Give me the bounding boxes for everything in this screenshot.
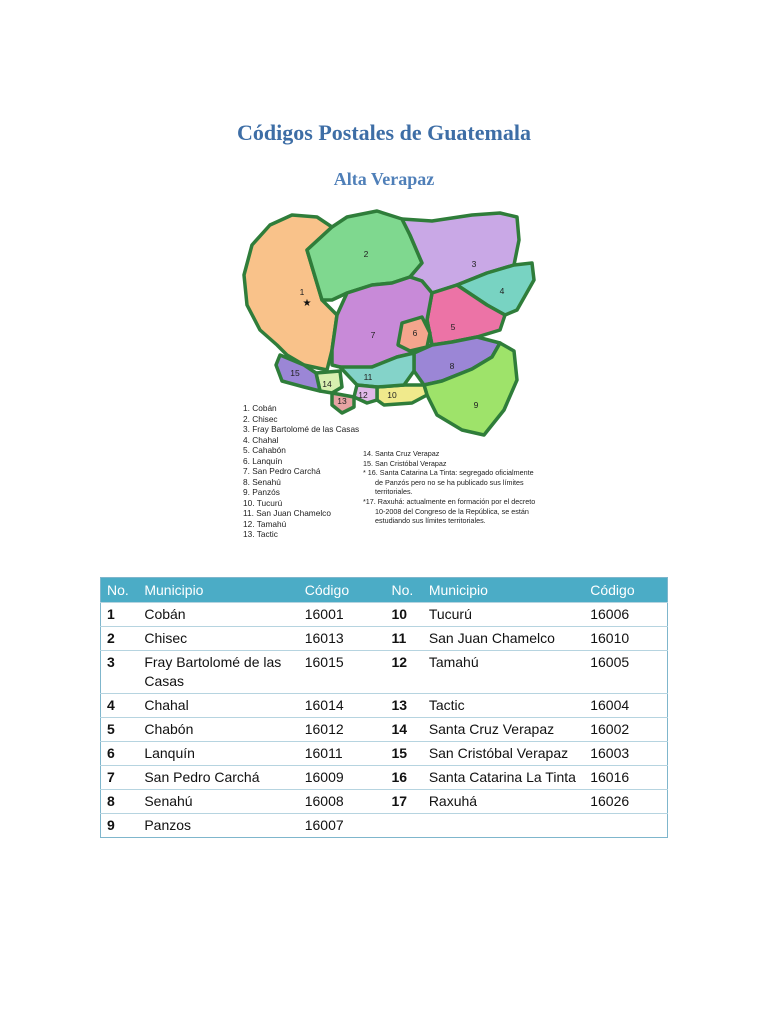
cell-municipio: Raxuhá xyxy=(423,790,584,814)
map-label-6: 6 xyxy=(412,328,418,338)
cell-no: 12 xyxy=(385,651,422,694)
cell-municipio: Chisec xyxy=(138,627,298,651)
page-subtitle: Alta Verapaz xyxy=(333,169,435,189)
cell-municipio xyxy=(423,814,584,838)
cell-municipio: San Juan Chamelco xyxy=(423,627,584,651)
legend-item: 10. Tucurú xyxy=(243,497,283,508)
map-label-5: 5 xyxy=(450,322,456,332)
cell-no: 1 xyxy=(101,603,139,627)
cell-municipio: Santa Cruz Verapaz xyxy=(423,718,584,742)
cell-municipio: Tamahú xyxy=(423,651,584,694)
cell-no: 4 xyxy=(101,694,139,718)
cell-municipio: Cobán xyxy=(138,603,298,627)
legend-item: 15. San Cristóbal Verapaz xyxy=(363,458,447,468)
legend-note: 10-2008 del Congreso de la República, se están xyxy=(375,506,529,516)
map-label-7: 7 xyxy=(370,330,376,340)
legend-item: 9. Panzós xyxy=(243,487,280,497)
header-codigo: Código xyxy=(299,578,386,603)
map-label-3: 3 xyxy=(471,259,477,269)
cell-codigo: 16004 xyxy=(584,694,667,718)
legend-item: 2. Chisec xyxy=(243,413,278,424)
table-row xyxy=(101,766,668,790)
cell-codigo xyxy=(584,814,667,838)
header-municipio: Municipio xyxy=(423,578,584,603)
map-label-9: 9 xyxy=(473,400,479,410)
cell-codigo: 16016 xyxy=(584,766,667,790)
legend-item: 1. Cobán xyxy=(243,403,277,413)
map-label-10: 10 xyxy=(387,390,397,400)
map-legend-right xyxy=(363,449,535,526)
cell-municipio: Fray Bartolomé de las Casas xyxy=(138,651,298,694)
cell-municipio: San Cristóbal Verapaz xyxy=(423,742,584,766)
cell-codigo: 16008 xyxy=(299,790,386,814)
table-header-row xyxy=(101,578,668,603)
header-codigo: Código xyxy=(584,578,667,603)
capital-star-icon: ★ xyxy=(302,298,312,309)
cell-codigo: 16003 xyxy=(584,742,667,766)
cell-no: 10 xyxy=(385,603,422,627)
legend-item: 8. Senahú xyxy=(243,476,281,487)
cell-codigo: 16005 xyxy=(584,651,667,694)
page-title: Códigos Postales de Guatemala xyxy=(237,120,531,145)
cell-no: 16 xyxy=(385,766,422,790)
table-row xyxy=(101,814,668,838)
cell-codigo: 16006 xyxy=(584,603,667,627)
cell-no xyxy=(385,814,422,838)
cell-codigo: 16002 xyxy=(584,718,667,742)
map-label-8: 8 xyxy=(449,361,455,371)
cell-codigo: 16015 xyxy=(299,651,386,694)
legend-item: 7. San Pedro Carchá xyxy=(243,466,321,476)
table-row xyxy=(101,627,668,651)
legend-item: 5. Cahabón xyxy=(243,445,286,455)
table-row xyxy=(101,742,668,766)
legend-item: 14. Santa Cruz Verapaz xyxy=(363,449,440,458)
table-row xyxy=(101,790,668,814)
map-label-15: 15 xyxy=(290,368,300,378)
map-legend-left xyxy=(243,403,359,540)
cell-municipio: Tactic xyxy=(423,694,584,718)
cell-no: 3 xyxy=(101,651,139,694)
legend-item: 6. Lanquín xyxy=(243,455,283,466)
legend-item: 12. Tamahú xyxy=(243,518,287,529)
legend-item: 13. Tactic xyxy=(243,529,278,539)
cell-codigo: 16001 xyxy=(299,603,386,627)
cell-no: 9 xyxy=(101,814,139,838)
cell-no: 6 xyxy=(101,742,139,766)
map-label-4: 4 xyxy=(499,286,505,296)
map-label-13: 13 xyxy=(337,396,347,406)
cell-codigo: 16010 xyxy=(584,627,667,651)
map-label-1: 1 xyxy=(299,287,305,297)
table-row xyxy=(101,603,668,627)
table-row xyxy=(101,694,668,718)
cell-municipio: Tucurú xyxy=(423,603,584,627)
cell-codigo: 16026 xyxy=(584,790,667,814)
cell-municipio: Santa Catarina La Tinta xyxy=(423,766,584,790)
map-label-11: 11 xyxy=(363,372,373,382)
cell-no: 13 xyxy=(385,694,422,718)
legend-item: 11. San Juan Chamelco xyxy=(243,508,331,518)
header-no: No. xyxy=(385,578,422,603)
cell-codigo: 16013 xyxy=(299,627,386,651)
cell-no: 15 xyxy=(385,742,422,766)
cell-codigo: 16007 xyxy=(299,814,386,838)
cell-municipio: Panzos xyxy=(138,814,298,838)
cell-codigo: 16014 xyxy=(299,694,386,718)
map-label-12: 12 xyxy=(358,390,368,400)
postal-code-table xyxy=(100,577,668,838)
cell-no: 2 xyxy=(101,627,139,651)
cell-no: 11 xyxy=(385,627,422,651)
cell-municipio: Lanquín xyxy=(138,742,298,766)
legend-note: territoriales. xyxy=(375,487,413,497)
legend-item: 3. Fray Bartolomé de las Casas xyxy=(243,424,360,434)
cell-municipio: Chabón xyxy=(138,718,298,742)
cell-codigo: 16009 xyxy=(299,766,386,790)
cell-no: 7 xyxy=(101,766,139,790)
header-no: No. xyxy=(101,578,139,603)
legend-note: de Panzós pero no se ha publicado sus límites xyxy=(375,477,524,487)
map-label-14: 14 xyxy=(322,379,332,389)
cell-no: 5 xyxy=(101,718,139,742)
cell-codigo: 16012 xyxy=(299,718,386,742)
header-municipio: Municipio xyxy=(138,578,298,603)
legend-item: 4. Chahal xyxy=(243,434,279,445)
cell-municipio: Senahú xyxy=(138,790,298,814)
map-label-2: 2 xyxy=(363,249,369,259)
cell-no: 14 xyxy=(385,718,422,742)
legend-note: * 16. Santa Catarina La Tinta: segregado oficialmente xyxy=(363,468,534,478)
legend-note: *17. Raxuhá: actualmente en formación por el decreto xyxy=(363,496,536,506)
cell-municipio: San Pedro Carchá xyxy=(138,766,298,790)
table-row xyxy=(101,651,668,694)
legend-note: estudiando sus límites territoriales. xyxy=(375,516,486,526)
cell-no: 17 xyxy=(385,790,422,814)
table-row xyxy=(101,718,668,742)
cell-no: 8 xyxy=(101,790,139,814)
cell-municipio: Chahal xyxy=(138,694,298,718)
cell-codigo: 16011 xyxy=(299,742,386,766)
